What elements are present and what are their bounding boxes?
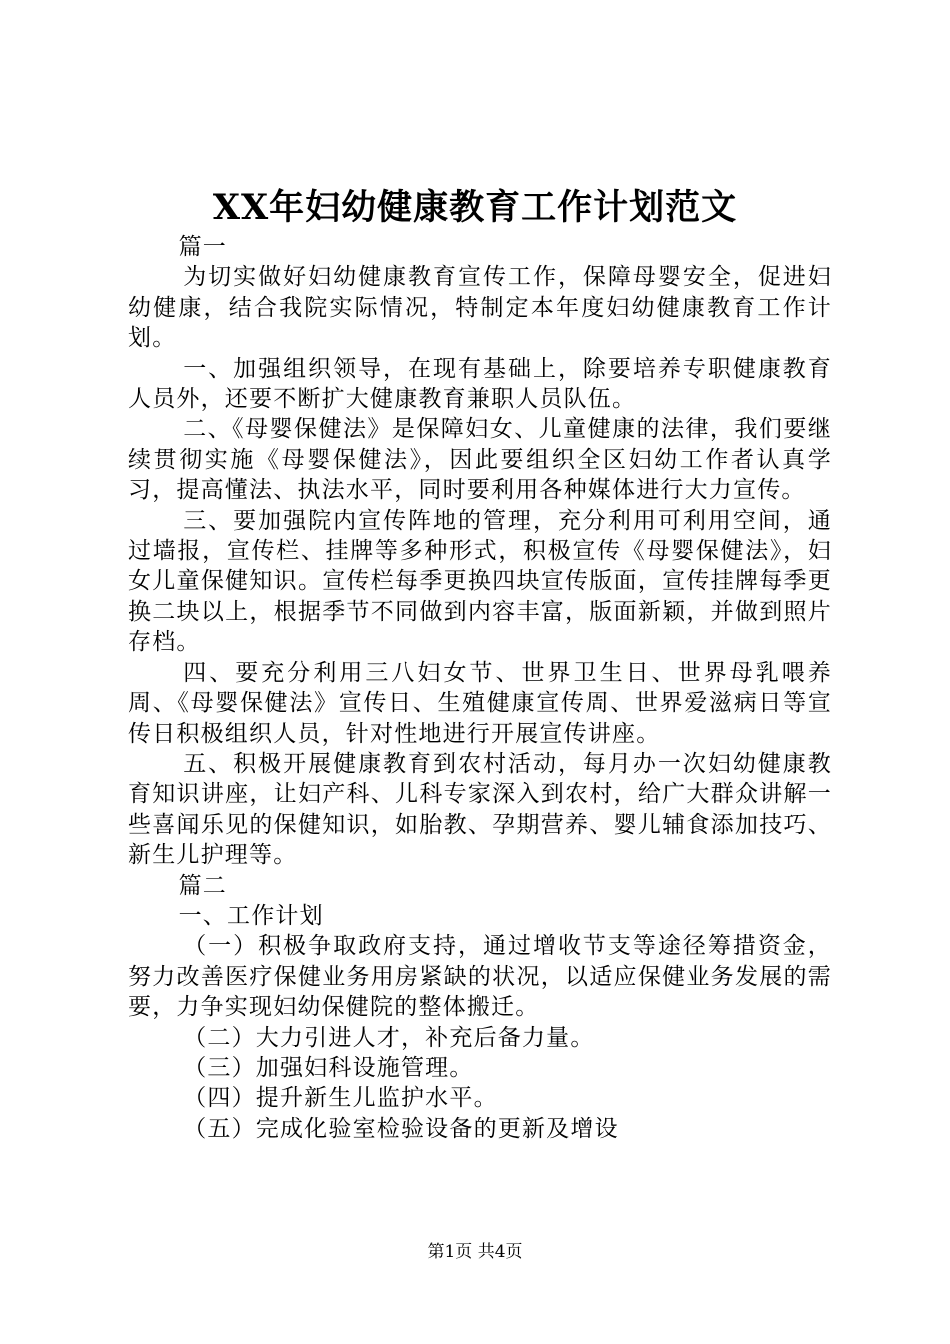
paragraph-item-5: 五、积极开展健康教育到农村活动，每月办一次妇幼健康教育知识讲座，让妇产科、儿科专家深入到农村，给广大群众讲解一些喜闻乐见的保健知识，如胎教、孕期营养、婴儿辅食添加技巧、新生儿护理等。 [128, 750, 832, 869]
paragraph-item-3: 三、要加强院内宣传阵地的管理，充分利用可利用空间，通过墙报，宣传栏、挂牌等多种形式，积极宣传《母婴保健法》，妇女儿童保健知识。宣传栏每季更换四块宣传版面，宣传挂牌每季更换二块以上，根据季节不同做到内容丰富，版面新颖，并做到照片存档。 [128, 507, 832, 656]
plan-item-2: （二）大力引进人才，补充后备力量。 [183, 1024, 595, 1051]
plan-item-3: （三）加强妇科设施管理。 [183, 1054, 474, 1081]
plan-item-5: （五）完成化验室检验设备的更新及增设 [183, 1115, 619, 1142]
paragraph-item-2: 二、《母婴保健法》是保障妇女、儿童健康的法律，我们要继续贯彻实施《母婴保健法》，因此要组织全区妇幼工作者认真学习，提高懂法、执法水平，同时要利用各种媒体进行大力宣传。 [128, 416, 832, 504]
subsection-heading-work-plan: 一、工作计划 [178, 902, 324, 929]
plan-item-4: （四）提升新生儿监护水平。 [183, 1085, 498, 1112]
section-heading-part-one: 篇一 [178, 234, 227, 260]
document-body [128, 232, 832, 1144]
plan-item-1: （一）积极争取政府支持，通过增收节支等途径筹措资金，努力改善医疗保健业务用房紧缺的状况，以适应保健业务发展的需要，力争实现妇幼保健院的整体搬迁。 [128, 933, 832, 1021]
document-title: XX年妇幼健康教育工作计划范文 [212, 187, 738, 228]
paragraph-item-1: 一、加强组织领导，在现有基础上，除要培养专职健康教育人员外，还要不断扩大健康教育兼职人员队伍。 [128, 355, 832, 413]
paragraph-intro: 为切实做好妇幼健康教育宣传工作，保障母婴安全，促进妇幼健康，结合我院实际情况，特制定本年度妇幼健康教育工作计划。 [128, 264, 832, 352]
paragraph-item-4: 四、要充分利用三八妇女节、世界卫生日、世界母乳喂养周、《母婴保健法》宣传日、生殖健康宣传周、世界爱滋病日等宣传日积极组织人员，针对性地进行开展宣传讲座。 [128, 659, 832, 747]
page-number-footer: 第1页 共4页 [427, 1242, 523, 1262]
section-heading-part-two: 篇二 [178, 872, 227, 899]
